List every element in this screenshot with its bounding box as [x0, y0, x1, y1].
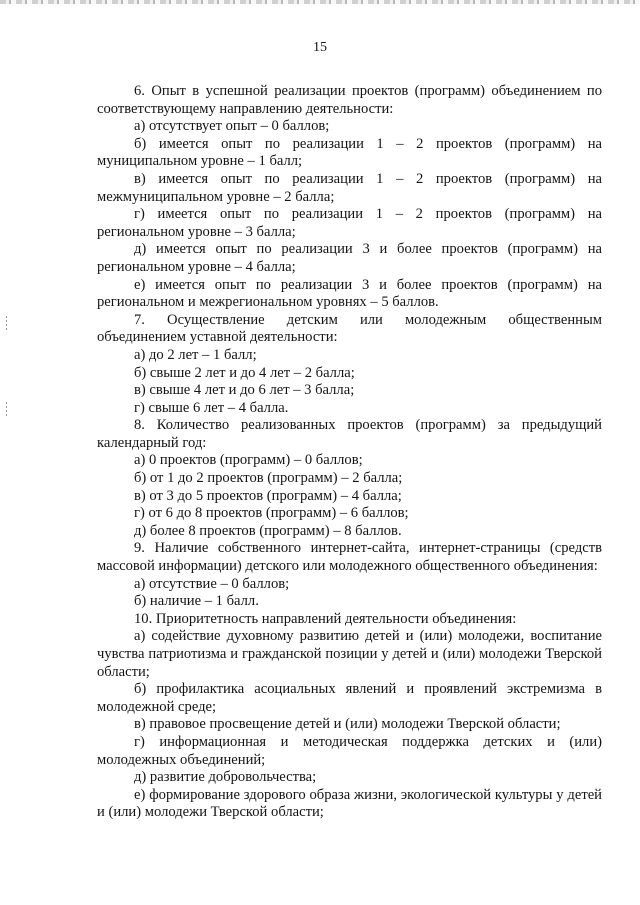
list-item: б) имеется опыт по реализации 1 – 2 проектов (программ) на муниципальном уровне – 1 балл; [97, 135, 602, 170]
document-body [97, 83, 602, 822]
list-item: б) свыше 2 лет и до 4 лет – 2 балла; [134, 364, 355, 381]
list-item: б) наличие – 1 балл. [134, 593, 259, 610]
list-item: в) свыше 4 лет и до 6 лет – 3 балла; [134, 382, 355, 399]
list-item: б) профилактика асоциальных явлений и проявлений экстремизма в молодежной среде; [97, 681, 602, 715]
list-item: в) имеется опыт по реализации 1 – 2 проектов (программ) на межмуниципальном уровне – 2 балла; [97, 170, 602, 205]
list-item: б) от 1 до 2 проектов (программ) – 2 балла; [134, 470, 403, 487]
list-item: д) развитие добровольчества; [134, 769, 317, 786]
criterion-7-heading: 7. Осуществление детским или молодежным общественным объединением уставной деятельности: [97, 311, 602, 346]
scan-margin-mark [6, 316, 7, 330]
list-item: д) имеется опыт по реализации 3 и более проектов (программ) на региональном уровне – 4 балла; [97, 241, 602, 275]
scan-top-edge [0, 0, 640, 4]
list-item: г) имеется опыт по реализации 1 – 2 проектов (программ) на региональном уровне – 3 балла; [97, 206, 602, 240]
criterion-8-heading: 8. Количество реализованных проектов (программ) за предыдущий календарный год: [97, 417, 602, 451]
list-item: в) от 3 до 5 проектов (программ) – 4 балла; [134, 487, 402, 504]
criterion-6-heading: 6. Опыт в успешной реализации проектов (программ) объединением по соответствующему направлению деятельности: [97, 83, 602, 117]
list-item: а) до 2 лет – 1 балл; [134, 346, 257, 363]
list-item: а) содействие духовному развитию детей и (или) молодежи, воспитание чувства патриотизма и гражданской позиции у детей и (или) молодежи Тверской области; [97, 628, 602, 680]
criterion-9-heading: 9. Наличие собственного интернет-сайта, интернет-страницы (средств массовой информации) детского или молодежного общественного объединения: [97, 540, 602, 575]
list-item: г) от 6 до 8 проектов (программ) – 6 баллов; [134, 505, 409, 522]
list-item: г) свыше 6 лет – 4 балла. [134, 399, 289, 416]
list-item: а) отсутствует опыт – 0 баллов; [134, 118, 330, 135]
list-item: е) имеется опыт по реализации 3 и более проектов (программ) на региональном и межрегиональном уровнях – 5 баллов. [97, 276, 602, 311]
list-item: а) отсутствие – 0 баллов; [134, 575, 290, 592]
list-item: а) 0 проектов (программ) – 0 баллов; [134, 452, 363, 469]
criterion-10-heading: 10. Приоритетность направлений деятельности объединения: [134, 610, 517, 627]
list-item: д) более 8 проектов (программ) – 8 баллов. [134, 522, 402, 539]
list-item: е) формирование здорового образа жизни, экологической культуры у детей и (или) молодежи Тверской области; [97, 786, 602, 821]
list-item: в) правовое просвещение детей и (или) молодежи Тверской области; [134, 716, 561, 733]
scan-margin-mark [6, 402, 7, 416]
page-number: 15 [313, 40, 327, 55]
list-item: г) информационная и методическая поддержка детских и (или) молодежных объединений; [97, 733, 602, 768]
